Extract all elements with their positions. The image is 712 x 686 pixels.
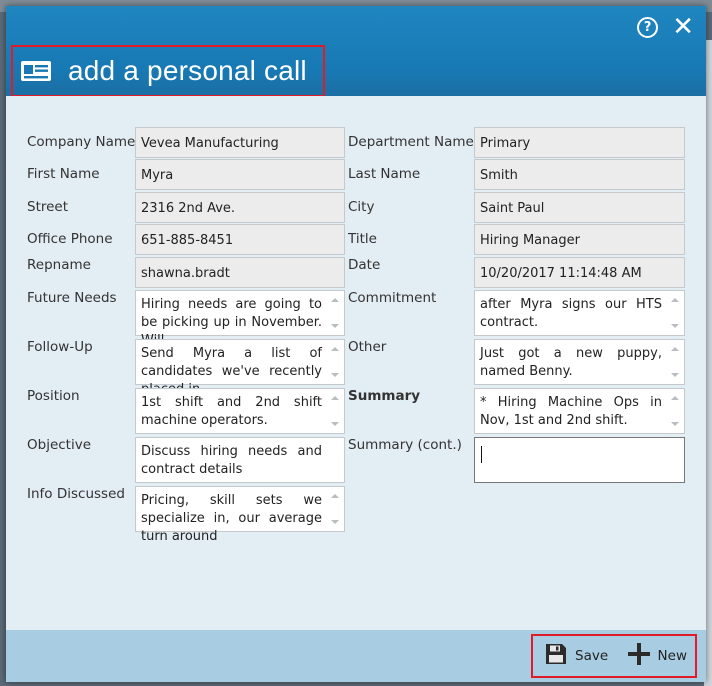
personal-call-dialog bbox=[6, 6, 706, 682]
street-field[interactable]: 2316 2nd Ave. bbox=[135, 192, 345, 223]
company-name-label: Company Name bbox=[27, 134, 136, 150]
help-icon[interactable]: ? bbox=[637, 17, 658, 38]
summary-textarea[interactable] bbox=[474, 388, 685, 434]
new-button-label: New bbox=[657, 648, 687, 664]
department-name-label: Department Name bbox=[348, 134, 474, 150]
summary-scrollbar[interactable] bbox=[670, 394, 680, 428]
save-button-label: Save bbox=[575, 648, 609, 664]
future-needs-textarea[interactable] bbox=[135, 290, 345, 336]
title-field[interactable]: Hiring Manager bbox=[474, 224, 685, 255]
follow-up-scrollbar[interactable] bbox=[330, 345, 340, 379]
objective-text: Discuss hiring needs and contract details bbox=[141, 444, 322, 477]
future-needs-text: Hiring needs are going to be picking up in November. bbox=[141, 297, 322, 330]
info-discussed-label: Info Discussed bbox=[27, 486, 125, 502]
save-button[interactable] bbox=[545, 643, 608, 669]
repname-field[interactable]: shawna.bradt bbox=[135, 257, 345, 288]
close-icon[interactable]: ✕ bbox=[672, 12, 694, 42]
date-field[interactable]: 10/20/2017 11:14:48 AM bbox=[474, 257, 685, 288]
objective-textarea[interactable] bbox=[135, 437, 345, 483]
other-text: Just got a new puppy, named Benny. bbox=[480, 346, 662, 379]
dialog-title: add a personal call bbox=[68, 55, 307, 86]
city-label: City bbox=[348, 199, 375, 215]
summary-text: * Hiring Machine Ops in Nov, 1st and 2nd shift. bbox=[480, 395, 662, 428]
dialog-title-highlight bbox=[11, 45, 325, 97]
commitment-text: after Myra signs our HTS contract. bbox=[480, 297, 662, 330]
summary-cont-label: Summary (cont.) bbox=[348, 437, 462, 453]
floppy-disk-icon bbox=[545, 643, 567, 669]
dialog-footer bbox=[6, 630, 706, 682]
office-phone-label: Office Phone bbox=[27, 231, 113, 247]
position-scrollbar[interactable] bbox=[330, 394, 340, 428]
other-scrollbar[interactable] bbox=[670, 345, 680, 379]
dialog-titlebar bbox=[6, 6, 706, 96]
first-name-field[interactable]: Myra bbox=[135, 159, 345, 190]
footer-actions-highlight bbox=[531, 634, 697, 678]
position-label: Position bbox=[27, 388, 80, 404]
department-name-field[interactable]: Primary bbox=[474, 127, 685, 158]
commitment-label: Commitment bbox=[348, 290, 437, 306]
follow-up-label: Follow-Up bbox=[27, 339, 93, 355]
commitment-textarea[interactable] bbox=[474, 290, 685, 336]
company-name-field[interactable]: Vevea Manufacturing bbox=[135, 127, 345, 158]
contact-card-icon bbox=[20, 59, 52, 83]
last-name-label: Last Name bbox=[348, 166, 421, 182]
titlebar-controls bbox=[637, 12, 694, 42]
plus-icon bbox=[628, 643, 650, 669]
date-label: Date bbox=[348, 257, 381, 273]
follow-up-textarea[interactable] bbox=[135, 339, 345, 385]
first-name-label: First Name bbox=[27, 166, 100, 182]
other-label: Other bbox=[348, 339, 387, 355]
future-needs-scrollbar[interactable] bbox=[330, 296, 340, 330]
position-textarea[interactable] bbox=[135, 388, 345, 434]
text-cursor bbox=[481, 446, 482, 463]
call-form bbox=[6, 96, 706, 630]
repname-label: Repname bbox=[27, 257, 91, 273]
position-text: 1st shift and 2nd shift machine operators. bbox=[141, 395, 322, 428]
objective-label: Objective bbox=[27, 437, 92, 453]
last-name-field[interactable]: Smith bbox=[474, 159, 685, 190]
other-textarea[interactable] bbox=[474, 339, 685, 385]
follow-up-text: Send Myra a list of candidates we've recently bbox=[141, 346, 322, 379]
office-phone-field[interactable]: 651-885-8451 bbox=[135, 224, 345, 255]
info-discussed-text: Pricing, skill sets we specialize in, our average turn around bbox=[141, 493, 322, 544]
title-label: Title bbox=[348, 231, 377, 247]
commitment-scrollbar[interactable] bbox=[670, 296, 680, 330]
city-field[interactable]: Saint Paul bbox=[474, 192, 685, 223]
street-label: Street bbox=[27, 199, 69, 215]
summary-label: Summary bbox=[348, 388, 421, 404]
summary-cont-textarea[interactable] bbox=[474, 437, 685, 483]
new-button[interactable] bbox=[628, 643, 687, 669]
future-needs-label: Future Needs bbox=[27, 290, 117, 306]
info-discussed-scrollbar[interactable] bbox=[330, 492, 340, 526]
info-discussed-textarea[interactable] bbox=[135, 486, 345, 544]
